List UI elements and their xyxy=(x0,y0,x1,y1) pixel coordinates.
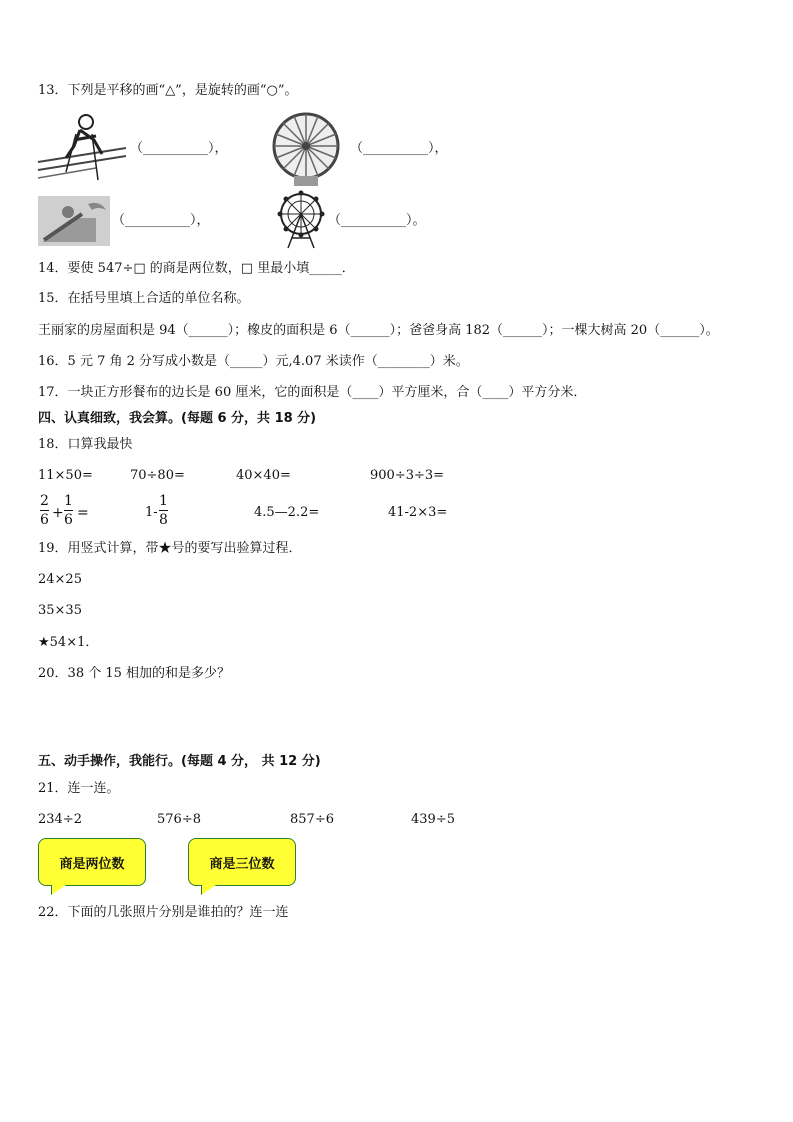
q20-text: 20．38 个 15 相加的和是多少？ xyxy=(38,666,231,681)
denominator: 6 xyxy=(40,512,49,528)
q13-blank-1[interactable]: （__________）， xyxy=(130,141,228,156)
q21-expr-4: 439÷5 xyxy=(411,812,455,827)
q19-text: 19．用竖式计算，带★号的要写出验算过程． xyxy=(38,541,302,556)
slide-picture xyxy=(38,196,110,246)
q18-expr-3: 40×40= xyxy=(236,468,291,483)
denominator: 8 xyxy=(159,512,168,528)
q19-item-1: 24×25 xyxy=(38,572,82,587)
q18-expr-8: 41-2×3= xyxy=(388,505,448,520)
numerator: 1 xyxy=(64,493,73,509)
fraction-1-6 xyxy=(64,493,73,528)
q18-expr-1: 11×50= xyxy=(38,468,93,483)
q18-text: 18．口算我最快 xyxy=(38,437,133,452)
q18-expr-2: 70÷80= xyxy=(130,468,185,483)
bubble-label: 商是两位数 xyxy=(59,856,125,872)
one-minus: 1- xyxy=(145,505,158,520)
windmill-picture xyxy=(272,108,342,188)
numerator: 1 xyxy=(159,493,168,509)
ferris-wheel-picture xyxy=(274,190,328,250)
q21-expr-1: 234÷2 xyxy=(38,812,82,827)
q15-text: 15．在括号里填上合适的单位名称。 xyxy=(38,291,250,306)
q19-item-3: ★54×1． xyxy=(38,635,99,650)
section-4-heading: 四、认真细致，我会算。(每题 6 分，共 18 分) xyxy=(38,411,317,426)
plus-sign: + xyxy=(52,505,64,521)
skier-picture xyxy=(36,110,128,182)
q22-text: 22．下面的几张照片分别是谁拍的？连一连 xyxy=(38,905,289,920)
q13-text: 13．下列是平移的画“△”，是旋转的画“○”。 xyxy=(38,83,298,98)
bubble-three-digit-quotient[interactable] xyxy=(188,838,296,886)
q13-blank-4[interactable]: （__________）。 xyxy=(328,213,426,228)
denominator: 6 xyxy=(64,512,73,528)
q13-blank-3[interactable]: （__________）， xyxy=(112,213,210,228)
section-5-heading: 五、动手操作，我能行。(每题 4 分， 共 12 分) xyxy=(38,754,321,769)
q21-text: 21．连一连。 xyxy=(38,781,120,796)
fraction-2-6 xyxy=(40,493,49,528)
equals-sign: = xyxy=(77,505,89,521)
q21-expr-3: 857÷6 xyxy=(290,812,334,827)
bubble-two-digit-quotient[interactable] xyxy=(38,838,146,886)
q18-expr-7: 4.5—2.2= xyxy=(254,505,320,520)
q17-text: 17．一块正方形餐布的边长是 60 厘米，它的面积是（____）平方厘米，合（____）平方分米． xyxy=(38,385,587,400)
q13-blank-2[interactable]: （__________）， xyxy=(350,141,448,156)
q21-expr-2: 576÷8 xyxy=(157,812,201,827)
bubble-label: 商是三位数 xyxy=(209,856,275,872)
fraction-1-8 xyxy=(159,493,168,528)
numerator: 2 xyxy=(40,493,49,509)
q19-item-2: 35×35 xyxy=(38,603,82,618)
q14-text: 14．要使 547÷□ 的商是两位数，□ 里最小填_____． xyxy=(38,261,355,276)
q16-text: 16．5 元 7 角 2 分写成小数是（_____）元,4.07 米读作（________）米。 xyxy=(38,354,469,369)
q15-detail: 王丽家的房屋面积是 94（______）；橡皮的面积是 6（______）；爸爸身高 182（______）；一棵大树高 20（______）。 xyxy=(38,323,719,338)
q18-expr-4: 900÷3÷3= xyxy=(370,468,445,483)
